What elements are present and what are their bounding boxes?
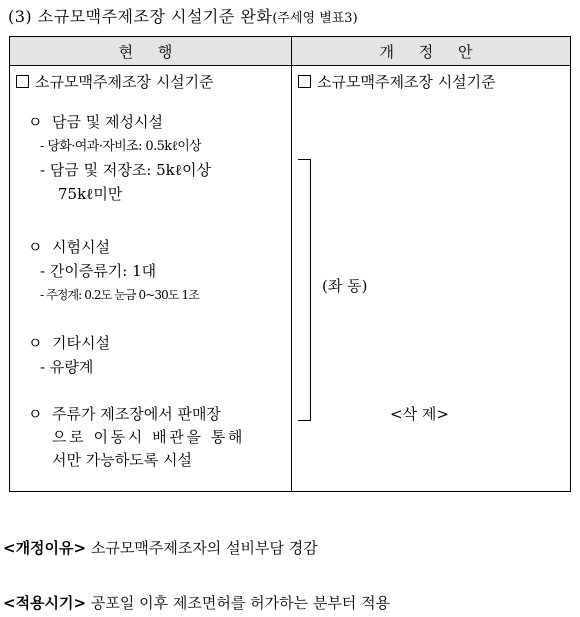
current-cell [10,66,292,492]
application-timing [3,592,390,613]
section-heading [8,4,358,27]
group-label-testing [28,236,110,259]
list-item: - 간이증류기: 1대 [40,262,157,280]
circle-bullet-icon: ㅇ [28,238,43,256]
same-as-left-text: (좌 동) [322,277,368,295]
group-label-other-text: 기타시설 [52,334,111,352]
comparison-table [9,36,571,492]
list-item: - 당화·여과·자비조: 0.5kℓ이상 [40,139,202,154]
amendment-reason [3,537,318,558]
group-label-other [28,332,110,355]
list-item-text: 주정계: 0.2도 눈금 0~30도 1조 [46,288,199,302]
pipe-transfer-line: 으로 이동시 배관을 통해 [52,428,246,446]
amendment-reason-text: 소규모맥주제조자의 설비부담 경감 [90,539,318,557]
checkbox-square-icon [16,75,29,88]
revised-title [298,71,496,94]
group-label-brewing [28,111,163,134]
list-item-text: 유량계 [49,358,94,376]
application-timing-text: 공포일 이후 제조면허를 허가하는 분부터 적용 [90,594,391,612]
list-item-continuation: 75kℓ미만 [58,185,123,203]
bracket-line [298,159,311,421]
column-header-current: 현 행 [10,37,292,66]
deleted-text: <삭 제> [390,405,449,423]
column-header-revised: 개 정 안 [292,37,571,66]
pipe-transfer-line: 주류가 제조장에서 판매장 [52,405,221,423]
list-item: - 담금 및 저장조: 5kℓ이상 [40,161,211,179]
list-item-text: 당화·여과·자비조: 0.5kℓ이상 [47,139,202,154]
amendment-reason-tag: <개정이유> [3,539,87,557]
current-title-text: 소규모맥주제조장 시설기준 [35,73,214,91]
revised-cell [292,66,571,492]
list-item: - 주정계: 0.2도 눈금 0~30도 1조 [40,288,199,302]
current-title [16,71,214,94]
circle-bullet-icon: ㅇ [28,334,43,352]
list-item: - 유량계 [40,358,94,376]
pipe-transfer-item [52,403,245,472]
application-timing-tag: <적용시기> [3,594,87,612]
revised-title-text: 소규모맥주제조장 시설기준 [317,73,496,91]
pipe-transfer-line: 서만 가능하도록 시설 [52,451,192,469]
group-label-brewing-text: 담금 및 제성시설 [52,113,164,131]
section-heading-main: (3) 소규모맥주제조장 시설기준 완화 [8,7,273,26]
group-label-testing-text: 시험시설 [52,238,111,256]
section-heading-sub: (주세영 별표3) [272,11,358,26]
circle-bullet-icon: ㅇ [28,113,43,131]
checkbox-square-icon [298,75,311,88]
circle-bullet-icon: ㅇ [28,405,43,423]
list-item-text: 담금 및 저장조: 5kℓ이상 [49,161,211,179]
list-item-text: 간이증류기: 1대 [49,262,157,280]
